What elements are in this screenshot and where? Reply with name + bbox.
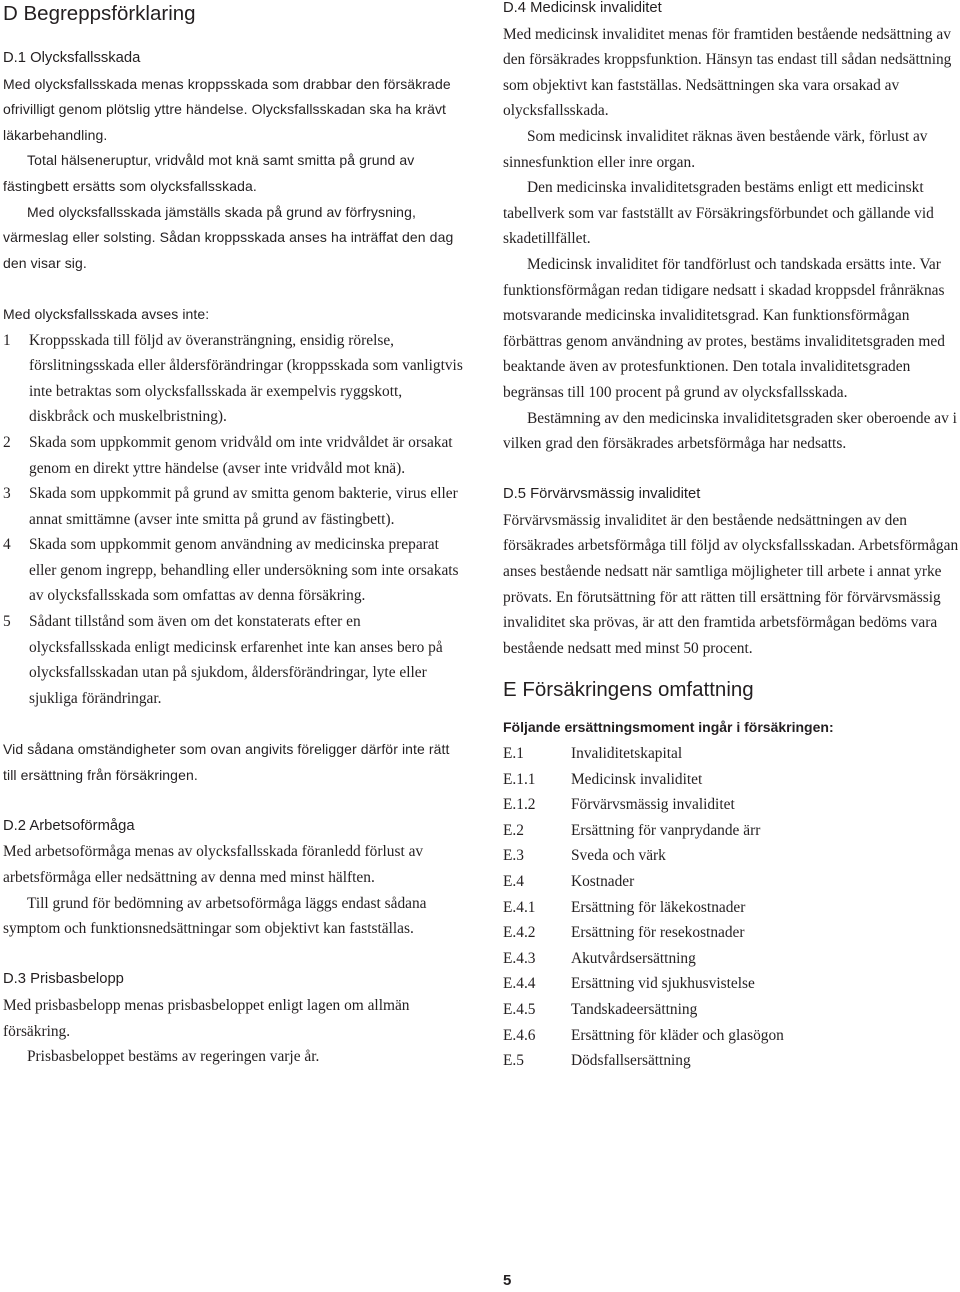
compensation-label: Ersättning vid sjukhusvistelse (571, 975, 755, 993)
compensation-code: E.4.1 (503, 898, 536, 916)
heading-d4: D.4 Medicinsk invaliditet (503, 0, 662, 16)
compensation-label: Invaliditetskapital (571, 745, 683, 763)
exclusion-item (3, 430, 465, 481)
exclusion-item (3, 609, 465, 711)
d2-paragraph-2: Till grund för bedömning av arbetsoförmåga läggs endast sådana symptom och funktionsnedsättningar som objektivt kan fastställas. (3, 894, 427, 938)
compensation-code: E.4.4 (503, 975, 536, 993)
heading-d2: D.2 Arbetsoförmåga (3, 817, 135, 834)
d4-paragraph-4: Medicinsk invaliditet för tandförlust och tandskada ersätts inte. Var funktionsförmågan redan tidigare nedsatt i skadad kroppsdel frånräknas motsvarande medicinska invaliditetsgrad. Kan funktionsförmågan förbättras genom användning av protes, bestäms invaliditetsgraden med beaktande även av protesfunktionen. Den totala invaliditetsgraden begränsas till 100 procent på grund av olycksfallsskada. (503, 255, 945, 401)
exclusion-number: 1 (3, 331, 11, 349)
d1-exclusions-intro: Med olycksfallsskada avses inte: (3, 305, 210, 322)
exclusion-item (3, 532, 465, 609)
compensation-code: E.4.3 (503, 949, 536, 967)
d1-paragraph-3: Med olycksfallsskada jämställs skada på grund av förfrysning, värmeslag eller solsting. Sådan kroppsskada anses ha inträffat den dag den visar sig. (3, 203, 454, 271)
compensation-code: E.3 (503, 847, 524, 865)
e-subheading: Följande ersättningsmoment ingår i försäkringen: (503, 719, 834, 736)
exclusion-number: 4 (3, 536, 11, 554)
d1-paragraph-2: Total hälseneruptur, vridvåld mot knä samt smitta på grund av fästingbett ersätts som olycksfallsskada. (3, 152, 415, 194)
exclusion-text: Sådant tillstånd som även om det konstaterats efter en olycksfallsskada enligt medicinsk erfarenhet inte kan anses bero på olycksfallsskadan utan på sjukdom, åldersförändringar, lyte eller sjukliga förändringar. (29, 613, 443, 707)
compensation-item (503, 792, 959, 818)
d4-paragraph-5: Bestämning av den medicinska invaliditetsgraden sker oberoende av i vilken grad den försäkrades arbetsförmåga har nedsatts. (503, 409, 957, 453)
compensation-code: E.4 (503, 873, 524, 890)
exclusion-item (3, 328, 465, 430)
compensation-item (503, 818, 959, 844)
compensation-list (503, 741, 959, 1074)
compensation-code: E.1.1 (503, 770, 536, 788)
d3-paragraph-2: Prisbasbeloppet bestäms av regeringen varje år. (27, 1048, 320, 1066)
exclusion-number: 5 (3, 613, 11, 631)
exclusion-number: 3 (3, 485, 11, 503)
compensation-label: Sveda och värk (571, 847, 666, 865)
d4-paragraph-1: Med medicinsk invaliditet menas för framtiden bestående nedsättning av den försäkrades kroppsfunktion. Hänsyn tas endast till sådan nedsättning som objektivt kan fastställas. Nedsättningen ska vara orsakad av olycksfallsskada. (503, 25, 952, 120)
compensation-label: Ersättning för läkekostnader (571, 898, 746, 916)
d3-paragraph-1: Med prisbasbelopp menas prisbasbeloppet enligt lagen om allmän försäkring. (3, 996, 410, 1040)
compensation-label: Ersättning för kläder och glasögon (571, 1026, 784, 1044)
d4-paragraph-3: Den medicinska invaliditetsgraden bestäms enligt ett medicinskt tabellverk som var fastställt av Försäkringsförbundet och gällande vid skadetillfället. (503, 179, 934, 248)
heading-d3: D.3 Prisbasbelopp (3, 971, 124, 988)
exclusion-text: Skada som uppkommit genom användning av medicinska preparat eller genom ingrepp, behandling eller undersökning som inte orsakats av olycksfallsskada som omfattas av denna försäkring. (29, 536, 459, 605)
compensation-label: Ersättning för vanprydande ärr (571, 821, 761, 839)
compensation-code: E.5 (503, 1052, 524, 1070)
exclusion-text: Skada som uppkommit genom vridvåld om inte vridvåldet är orsakat genom en direkt yttre händelse (avser inte vridvåld mot knä). (29, 433, 453, 477)
compensation-label: Förvärvsmässig invaliditet (571, 796, 735, 814)
left-column (3, 0, 465, 1070)
compensation-item (503, 895, 959, 921)
right-column (503, 0, 959, 1074)
section-title-e: E Försäkringens omfattning (503, 678, 754, 702)
compensation-label: Akutvårdsersättning (571, 949, 696, 967)
compensation-code: E.4.6 (503, 1026, 536, 1044)
compensation-code: E.2 (503, 821, 524, 839)
d1-paragraph-1: Med olycksfallsskada menas kroppsskada som drabbar den försäkrade ofrivilligt genom plötslig yttre händelse. Olycksfallsskadan ska ha krävt läkarbehandling. (3, 75, 451, 143)
d1-exclusions-outro: Vid sådana omständigheter som ovan angivits föreligger därför inte rätt till ersättning från försäkringen. (3, 741, 450, 783)
compensation-item (503, 971, 959, 997)
heading-d5: D.5 Förvärvsmässig invaliditet (503, 486, 701, 503)
exclusion-number: 2 (3, 433, 11, 451)
compensation-item (503, 920, 959, 946)
compensation-label: Dödsfallsersättning (571, 1052, 691, 1070)
compensation-item (503, 1023, 959, 1049)
compensation-label: Kostnader (571, 873, 635, 890)
d1-exclusions-list (3, 328, 465, 712)
compensation-code: E.1.2 (503, 796, 536, 814)
page-number: 5 (503, 1272, 512, 1289)
compensation-label: Tandskadeersättning (571, 1000, 698, 1018)
compensation-item (503, 997, 959, 1023)
compensation-item (503, 843, 959, 869)
d5-paragraph-1: Förvärvsmässig invaliditet är den bestående nedsättningen av den försäkrades arbetsförmåga till följd av olycksfallsskadan. Arbetsförmågan anses bestående nedsatt när samtliga möjligheter till arbete i annat yrke prövats. En förutsättning för att rätten till ersättning för förvärvsmässig invaliditet ska prövas, är att den framtida arbetsförmågan bedöms vara bestående nedsatt med minst 50 procent. (503, 511, 959, 657)
compensation-item (503, 767, 959, 793)
compensation-code: E.4.5 (503, 1000, 536, 1018)
exclusion-text: Kroppsskada till följd av överansträngning, ensidig rörelse, förslitningsskada eller åldersförändringar (kroppsskada som vanligtvis inte betraktas som olycksfallsskada är exempelvis ryggskott, diskbråck och muskelbristning). (29, 331, 463, 426)
d2-paragraph-1: Med arbetsoförmåga menas av olycksfallsskada föranledd förlust av arbetsförmåga eller nedsättning av denna med minst hälften. (3, 843, 424, 886)
exclusion-item (3, 481, 465, 532)
compensation-code: E.1 (503, 745, 524, 763)
section-title-d: D Begreppsförklaring (3, 2, 196, 25)
compensation-item (503, 741, 959, 767)
compensation-item (503, 869, 959, 895)
exclusion-text: Skada som uppkommit på grund av smitta genom bakterie, virus eller annat smittämne (avser inte smitta på grund av fästingbett). (29, 485, 458, 528)
compensation-label: Ersättning för resekostnader (571, 924, 745, 942)
d4-paragraph-2: Som medicinsk invaliditet räknas även bestående värk, förlust av sinnesfunktion eller inre organ. (503, 127, 928, 171)
compensation-label: Medicinsk invaliditet (571, 770, 703, 788)
compensation-item (503, 946, 959, 972)
heading-d1: D.1 Olycksfallsskada (3, 50, 141, 66)
compensation-code: E.4.2 (503, 924, 536, 942)
compensation-item (503, 1048, 959, 1074)
